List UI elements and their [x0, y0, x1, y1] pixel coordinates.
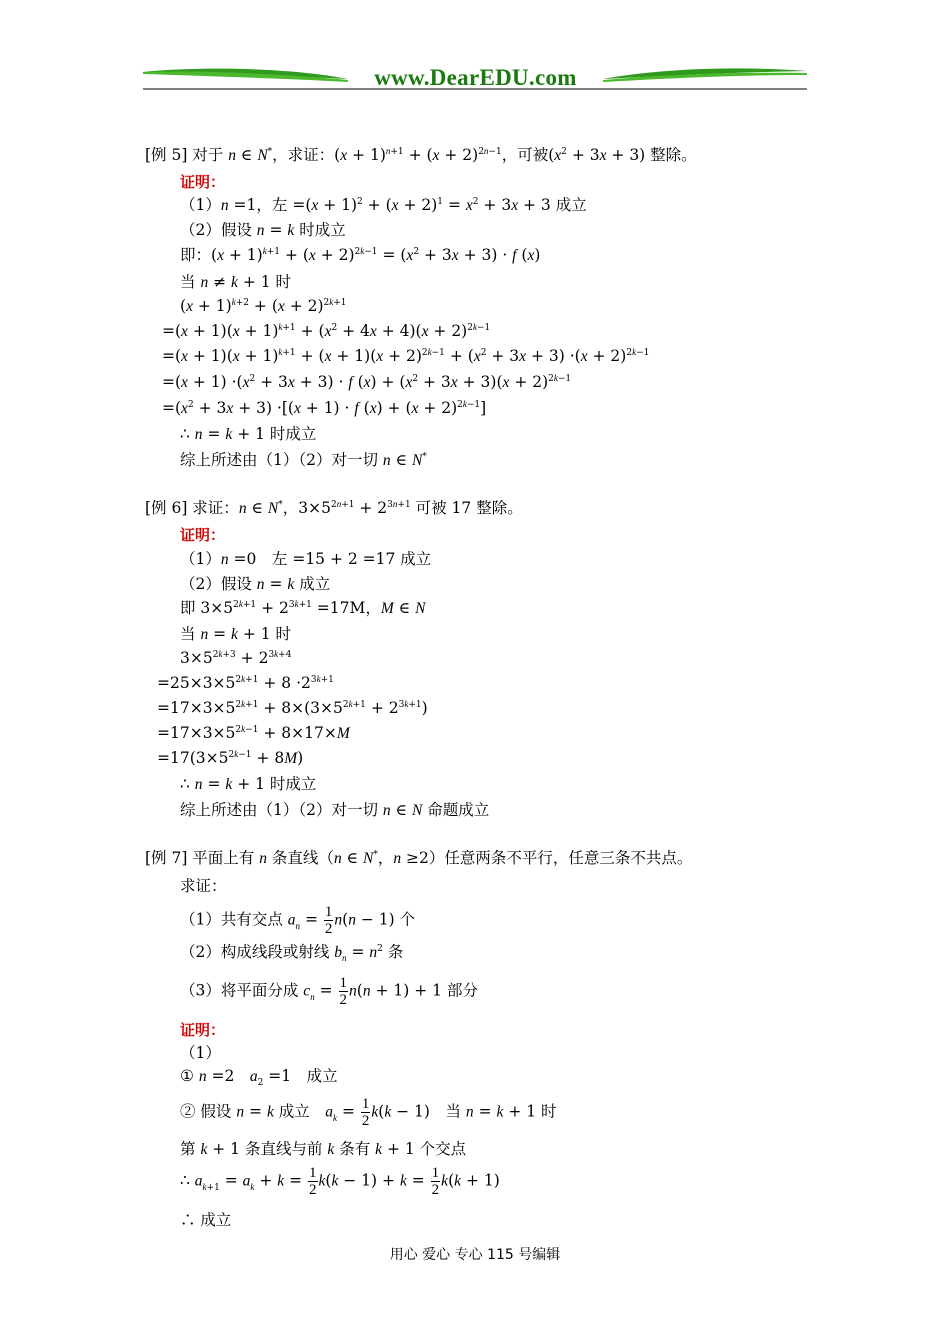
ex5-line-6: $=(x + 1)(x + 1)^{k+1} + (x^2 + 4x + 4)(x + 2)^{2k-1}$ [162, 321, 491, 340]
site-logo: www.DearEDU.com [374, 65, 577, 90]
ex5-line-1: （1）n =1，左 $=(x + 1)^2 + (x + 2)^1 = x^2 + 3x + 3$ 成立 [180, 196, 587, 214]
ex6-line-11: 综上所述由（1）（2）对一切 n ∈ N 命题成立 [180, 801, 490, 819]
ex5-line-10: ∴ n = k + 1 时成立 [180, 425, 317, 443]
page-footer: 用心 爱心 专心 115 号编辑 [389, 1247, 561, 1263]
ex6-line-8: $=17\times 3\times 5^{2k-1} + 8\times 17\times M$ [157, 723, 350, 742]
ex5-title: [例 5] 对于 n ∈ N*，求证：$(x + 1)^{n+1} + (x + 2)^{2n-1}$，可被$(x^2 + 3x + 3)$ 整除。 [145, 145, 697, 164]
ex5-line-8: $=(x + 1) \cdot(x^2 + 3x + 3) \cdot f$ $(x) + (x^2 + 3x + 3)(x + 2)^{2k-1}$ [162, 372, 572, 391]
header-banner [143, 62, 807, 92]
ex7-proof-1: （1） [180, 1044, 221, 1062]
ex7-claim-2: （2）构成线段或射线 $b_n = n^2$ 条 [180, 943, 404, 964]
ex7-claim-1: （1）共有交点 $a_n$ = $\frac{1}{2}$ n(n − 1) 个 [180, 904, 416, 937]
ex6-line-5: $3\times 5^{2k+3} + 2^{3k+4}$ [180, 648, 292, 667]
ex5-line-7: $=(x + 1)(x + 1)^{k+1} + (x + 1)(x + 2)^{2k-1} + (x^2 + 3x + 3) \cdot(x + 2)^{2k-1}$ [162, 346, 650, 365]
ex6-line-3: 即 $3\times 5^{2k+1} + 2^{3k+1} =17M$，M ∈ N [180, 598, 426, 617]
ex6-proof-label: 证明： [180, 526, 226, 544]
ex6-title: [例 6] 求证：n ∈ N*，$3\times 5^{2n+1} + 2^{3n+1}$ 可被 17 整除。 [145, 498, 523, 517]
ex6-line-10: ∴ n = k + 1 时成立 [180, 775, 317, 793]
ex7-proof-3: ② 假设 n = k 成立 $a_k$ = $\frac{1}{2}$ k(k − 1) 当 n = k + 1 时 [180, 1096, 557, 1129]
ex5-line-11: 综上所述由（1）（2）对一切 n ∈ N* [180, 451, 427, 469]
ex6-line-9: $=17(3\times 5^{2k-1} + 8M)$ [157, 748, 304, 767]
ex5-line-5: $(x + 1)^{k+2} + (x + 2)^{2k+1}$ [180, 296, 347, 315]
ex6-line-1: （1）n =0 左 =15 + 2 =17 成立 [180, 550, 432, 568]
ex7-ask-label: 求证： [180, 877, 227, 895]
ex5-proof-label: 证明： [180, 173, 226, 191]
ex7-proof-6: ∴ 成立 [180, 1211, 232, 1229]
ex6-line-4: 当 n = k + 1 时 [180, 625, 292, 643]
ex5-line-2: （2）假设 n = k 时成立 [180, 221, 346, 239]
ex6-line-6: $=25\times 3\times 5^{2k+1} + 8 \cdot 2^{3k+1}$ [157, 673, 334, 692]
ex6-line-7: $=17\times 3\times 5^{2k+1} + 8\times(3\times 5^{2k+1} + 2^{3k+1})$ [157, 698, 428, 717]
ex5-line-3: 即：$(x + 1)^{k+1} + (x + 2)^{2k-1} = (x^2 + 3x + 3) \cdot f$ (x) [180, 245, 541, 264]
ex6-line-2: （2）假设 n = k 成立 [180, 575, 331, 593]
ex5-line-4: 当 n ≠ k + 1 时 [180, 273, 292, 291]
ex5-line-9: $=(x^2 + 3x + 3) \cdot[(x + 1) \cdot f$ $(x) + (x + 2)^{2k-1}$] [162, 398, 487, 417]
ex7-proof-2: ① n =2 $a_2 =1$ 成立 [180, 1067, 338, 1089]
ex7-proof-4: 第 k + 1 条直线与前 k 条有 k + 1 个交点 [180, 1140, 467, 1158]
ex7-claim-3: （3）将平面分成 $c_n$ = $\frac{1}{2}$ n(n + 1) + 1 部分 [180, 975, 478, 1008]
ex7-title: [例 7] 平面上有 n 条直线（n ∈ N*，n ≥2）任意两条不平行，任意三条不共点。 [145, 849, 693, 867]
ex7-proof-label: 证明： [180, 1021, 226, 1039]
ex7-proof-5: ∴ $a_{k+1} = a_k + k$ = $\frac{1}{2}$ k(k − 1) + k = $\frac{1}{2}$ k(k + 1) [180, 1165, 500, 1198]
